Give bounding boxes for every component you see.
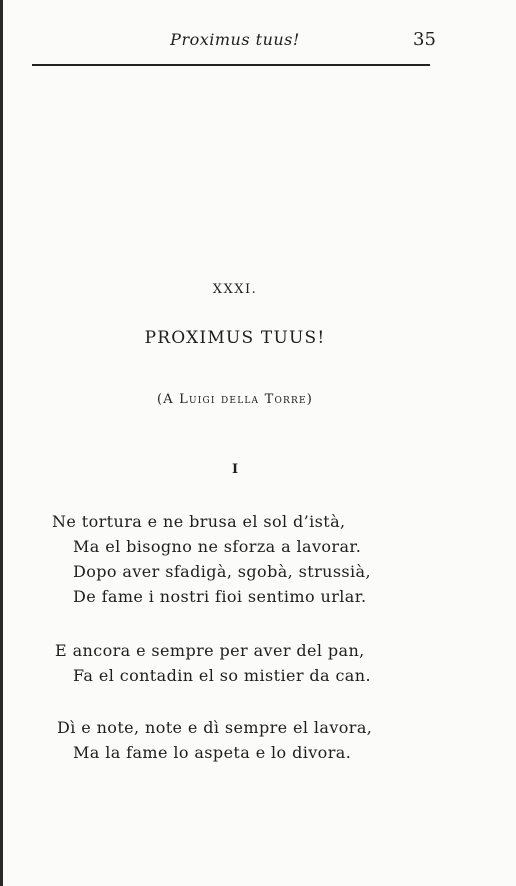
running-head	[0, 28, 516, 52]
running-title: Proximus tuus!	[170, 30, 300, 49]
header-rule	[32, 64, 430, 66]
section-number: XXXI.	[212, 282, 258, 297]
verse-line: Dì e note, note e dì sempre el lavora,	[57, 718, 373, 737]
verse-line: Ma la fame lo aspeta e lo divora.	[73, 743, 352, 762]
page-binding-edge	[0, 0, 3, 886]
verse-line: Dopo aver sfadigà, sgobà, strussià,	[73, 562, 371, 581]
verse-line: Fa el contadin el so mistier da can.	[73, 666, 371, 685]
verse-line: E ancora e sempre per aver del pan,	[55, 641, 365, 660]
dedication: (A Luigi della Torre)	[156, 392, 314, 407]
part-number: I	[231, 462, 239, 477]
verse-line: Ne tortura e ne brusa el sol d’istà,	[52, 512, 346, 531]
poem-title: PROXIMUS TUUS!	[144, 328, 326, 348]
verse-line: De fame i nostri fioi sentimo urlar.	[73, 587, 367, 606]
page-number: 35	[413, 29, 436, 50]
verse-line: Ma el bisogno ne sforza a lavorar.	[73, 537, 362, 556]
